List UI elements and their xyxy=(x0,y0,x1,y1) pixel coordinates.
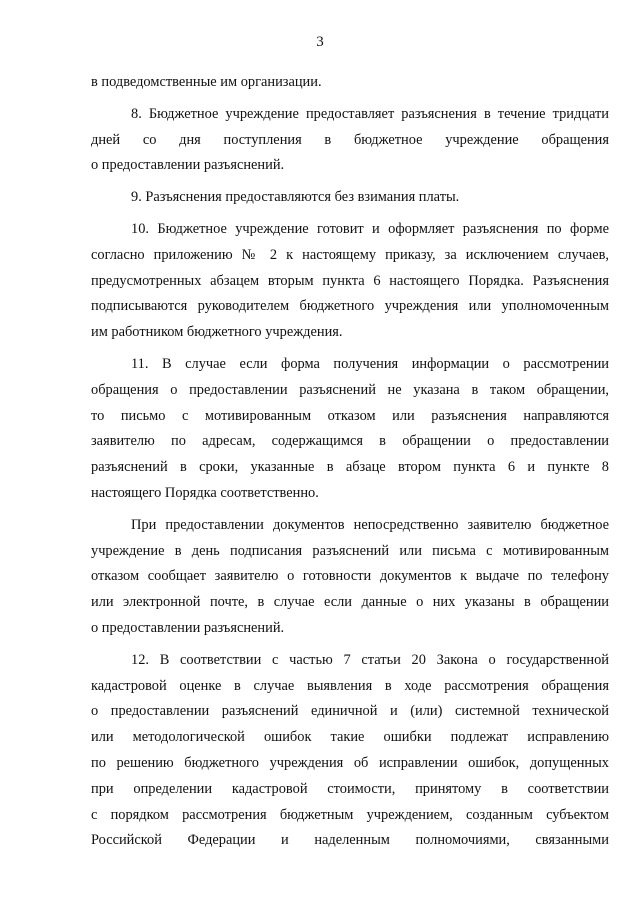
paragraph-6 xyxy=(91,513,609,642)
text-line: с порядком рассмотрения бюджетным учреждением, созданным субъектом xyxy=(91,806,609,823)
paragraph-4 xyxy=(91,217,609,346)
text-line: заявителю по адресам, содержащимся в обращении о предоставлении xyxy=(91,433,609,450)
text-line: учреждение в день подписания разъяснений или письма с мотивированным xyxy=(91,542,609,559)
text-line: о предоставлении разъяснений. xyxy=(91,157,285,174)
paragraph-2 xyxy=(91,102,609,179)
text-line: Российской Федерации и наделенным полномочиями, связанными xyxy=(91,832,609,849)
text-line: разъяснений в сроки, указанные в абзаце втором пункта 6 и пункте 8 xyxy=(91,459,609,476)
text-line: обращения о предоставлении разъяснений не указана в таком обращении, xyxy=(91,381,609,398)
text-line: о предоставлении разъяснений единичной и (или) системной технической xyxy=(91,703,609,720)
text-line: или электронной почте, в случае если данные о них указаны в обращении xyxy=(91,594,609,611)
text-line: в подведомственные им организации. xyxy=(91,74,322,90)
text-line: то письмо с мотивированным отказом или разъяснения направляются xyxy=(91,407,609,424)
text-line: 10. Бюджетное учреждение готовит и оформляет разъяснения по форме xyxy=(131,220,609,237)
text-line: 9. Разъяснения предоставляются без взимания платы. xyxy=(131,189,460,206)
paragraph-3 xyxy=(91,185,609,211)
text-line: подписываются руководителем бюджетного учреждения или уполномоченным xyxy=(91,298,609,315)
text-line: по решению бюджетного учреждения об исправлении ошибок, допущенных xyxy=(91,754,609,771)
text-line: 12. В соответствии с частью 7 статьи 20 Закона о государственной xyxy=(131,651,609,668)
paragraph-5 xyxy=(91,352,609,507)
text-line: предусмотренных абзацем вторым пункта 6 настоящего Порядка. Разъяснения xyxy=(91,272,609,289)
text-line: 11. В случае если форма получения информации о рассмотрении xyxy=(131,355,609,372)
text-line: согласно приложению № 2 к настоящему приказу, за исключением случаев, xyxy=(91,246,609,263)
text-line: 8. Бюджетное учреждение предоставляет разъяснения в течение тридцати xyxy=(131,105,609,122)
paragraph-1 xyxy=(91,70,609,96)
document-body xyxy=(91,70,609,860)
text-line: отказом сообщает заявителю о готовности документов к выдаче по телефону xyxy=(91,568,609,585)
text-line: о предоставлении разъяснений. xyxy=(91,619,285,636)
text-line: кадастровой оценке в случае выявления в ходе рассмотрения обращения xyxy=(91,677,609,694)
paragraph-7 xyxy=(91,648,609,854)
text-line: дней со дня поступления в бюджетное учреждение обращения xyxy=(91,131,609,148)
text-line: им работником бюджетного учреждения. xyxy=(91,324,343,341)
text-line: или методологической ошибок такие ошибки подлежат исправлению xyxy=(91,729,609,746)
text-line: настоящего Порядка соответственно. xyxy=(91,484,319,501)
text-line: При предоставлении документов непосредственно заявителю бюджетное xyxy=(131,516,609,533)
page-number: 3 xyxy=(316,34,324,50)
text-line: при определении кадастровой стоимости, принятому в соответствии xyxy=(91,780,609,797)
